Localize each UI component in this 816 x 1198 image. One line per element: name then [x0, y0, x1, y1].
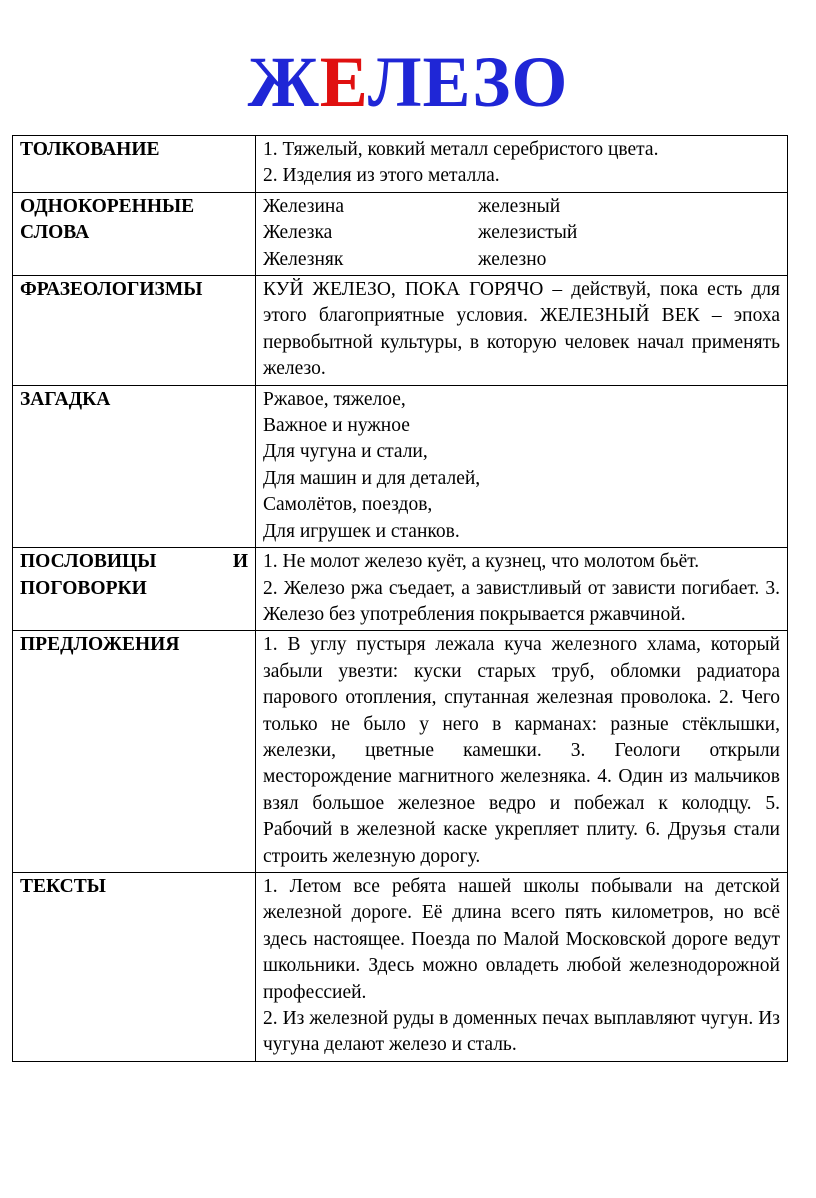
text-paragraph-1-main: 1. Летом все ребята нашей школы побывали на детской железной дороге. Её длина всего пять километров, но всё здесь настоящее. Поезда по Малой Московской дороге ведут школьники. Здесь можно овладеть любой железнодорожной: [263, 875, 780, 977]
title-part-1: Ж: [247, 42, 320, 122]
content-riddle: [256, 385, 788, 547]
riddle-line: Для машин и для деталей,: [263, 467, 481, 489]
row-sentences: [13, 631, 788, 873]
text-paragraph-1-end: профессией.: [263, 981, 367, 1003]
interpretation-line: 2. Изделия из этого металла.: [263, 165, 500, 187]
riddle-line: Ржавое, тяжелое,: [263, 388, 406, 410]
cognate-word: железно: [478, 248, 547, 270]
label-cognates-line-1: ОДНОКОРЕННЫЕ: [20, 195, 195, 217]
riddle-line: Для игрушек и станков.: [263, 520, 460, 542]
proverb-line-1: 1. Не молот железо куёт, а кузнец, что молотом бьёт.: [263, 551, 700, 573]
riddle-line: Самолётов, поездов,: [263, 494, 433, 516]
word-study-table: [12, 135, 788, 1062]
label-texts: ТЕКСТЫ: [13, 872, 256, 1061]
riddle-line: Важное и нужное: [263, 415, 410, 437]
row-proverbs: [13, 548, 788, 631]
page-title: [0, 40, 816, 124]
row-interpretation: [13, 136, 788, 193]
content-texts: [256, 872, 788, 1061]
content-cognates: [256, 192, 788, 275]
riddle-line: Для чугуна и стали,: [263, 441, 428, 463]
label-riddle: ЗАГАДКА: [13, 385, 256, 547]
label-proverbs: ПОСЛОВИЦЫ И ПОГОВОРКИ: [13, 548, 256, 631]
row-cognates: [13, 192, 788, 275]
label-sentences: ПРЕДЛОЖЕНИЯ: [13, 631, 256, 873]
cognate-word: железный: [478, 195, 561, 217]
content-interpretation: [256, 136, 788, 193]
proverb-text: 2. Железо ржа съедает, а завистливый от зависти погибает. 3. Железо без употребления покрывается ржавчиной.: [263, 577, 780, 625]
cognate-word: железистый: [478, 222, 578, 244]
row-riddle: [13, 385, 788, 547]
label-interpretation: ТОЛКОВАНИЕ: [13, 136, 256, 193]
title-part-3: ЛЕЗО: [367, 42, 569, 122]
label-cognates: [13, 192, 256, 275]
cognate-word: Железняк: [263, 248, 344, 270]
content-idioms: КУЙ ЖЕЛЕЗО, ПОКА ГОРЯЧО – действуй, пока есть для этого благоприятные условия. ЖЕЛЕЗНЫЙ ВЕК – эпоха первобытной культуры, в которую человек начал применять железо.: [256, 276, 788, 386]
row-texts: [13, 872, 788, 1061]
cognate-words-grid: [263, 194, 780, 273]
cognate-word: Железина: [263, 195, 344, 217]
title-accent-letter: Е: [319, 42, 368, 122]
label-cognates-line-2: СЛОВА: [20, 222, 90, 244]
content-sentences: 1. В углу пустыря лежала куча железного хлама, который забыли увезти: куски старых труб, обломки радиатора парового отопления, спутанная железная проволока. 2. Чего только не было у него в карманах: разные стёклышки, железки, цветные камешки. 3. Геологи открыли месторождение магнитного железняка. 4. Один из мальчиков взял большое железное ведро и побежал к колодцу. 5. Рабочий в железной каске укрепляет плиту. 6. Друзья стали строить железную дорогу.: [256, 631, 788, 873]
cognate-word: Железка: [263, 222, 333, 244]
label-idioms: ФРАЗЕОЛОГИЗМЫ: [13, 276, 256, 386]
interpretation-line: 1. Тяжелый, ковкий металл серебристого цвета.: [263, 139, 659, 160]
text-paragraph-2: 2. Из железной руды в доменных печах выплавляют чугун. Из чугуна делают железо и сталь.: [263, 1008, 780, 1056]
row-idioms: [13, 276, 788, 386]
content-proverbs: [256, 548, 788, 631]
